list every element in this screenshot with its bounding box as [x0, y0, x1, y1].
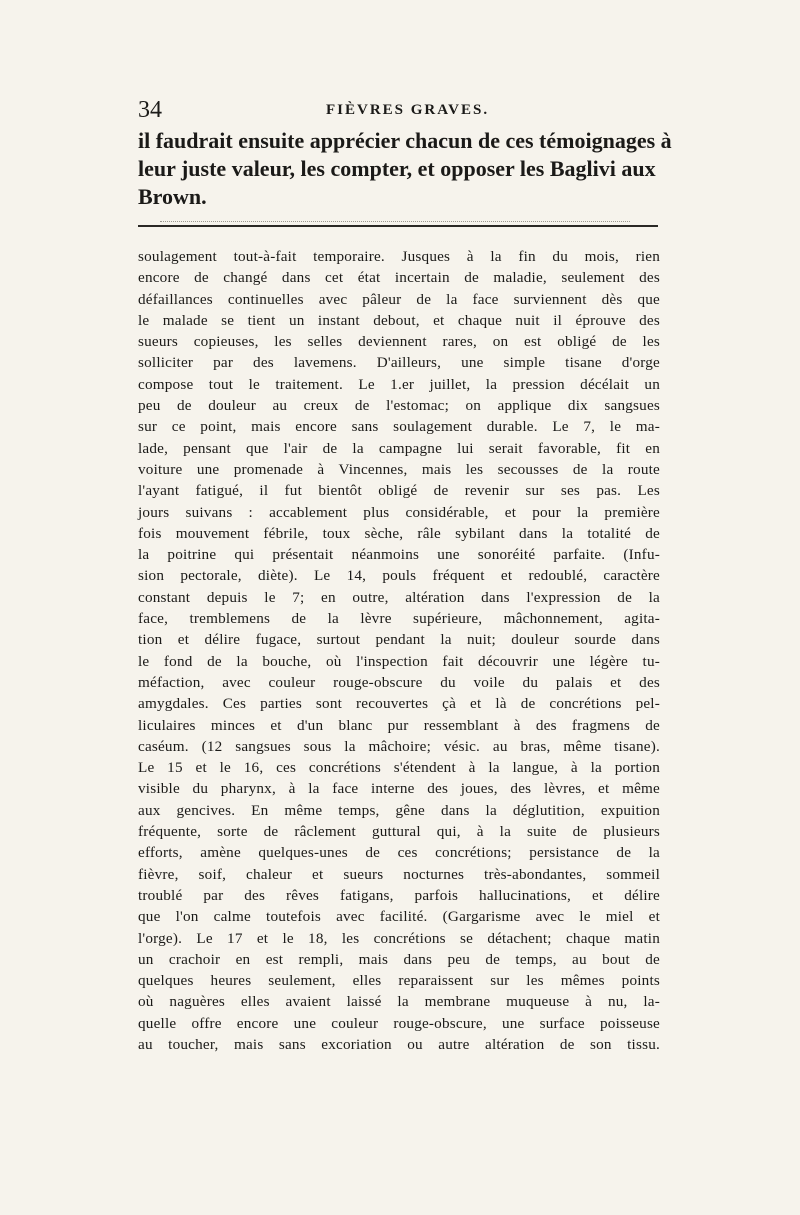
body-line: tion et délire fugace, surtout pendant la nuit; douleur sourde dans: [138, 631, 660, 649]
body-line: peu de douleur au creux de l'estomac; on applique dix sangsues: [138, 397, 660, 415]
body-line: amygdales. Ces parties sont recouvertes çà et là de concrétions pel-: [138, 695, 660, 713]
top-paragraph-line: leur juste valeur, les compter, et opposer les Baglivi aux: [138, 156, 656, 181]
body-line: l'orge). Le 17 et le 18, les concrétions se détachent; chaque matin: [138, 929, 660, 947]
body-line: que l'on calme toutefois avec facilité. (Gargarisme avec le miel et: [138, 908, 660, 926]
body-line: quelques heures seulement, elles reparaissent sur les mêmes points: [138, 972, 660, 990]
body-line: le fond de la bouche, où l'inspection fait découvrir une légère tu-: [138, 652, 660, 670]
body-line: fois mouvement fébrile, toux sèche, râle sybilant dans la totalité de: [138, 524, 660, 542]
page-number: 34: [138, 97, 162, 123]
body-line: où naguères elles avaient laissé la membrane muqueuse à nu, la-: [138, 993, 660, 1011]
body-line: la poitrine qui présentait néanmoins une sonoréité parfaite. (Infu-: [138, 546, 660, 564]
running-title: FIÈVRES GRAVES.: [326, 102, 490, 118]
body-line: encore de changé dans cet état incertain de maladie, seulement des: [138, 269, 660, 287]
body-line: compose tout le traitement. Le 1.er juillet, la pression décélait un: [138, 375, 660, 393]
body-line: méfaction, avec couleur rouge-obscure du voile du palais et des: [138, 673, 660, 691]
top-paragraph-line: Brown.: [138, 184, 207, 209]
body-line: l'ayant fatigué, il fut bientôt obligé de revenir sur ses pas. Les: [138, 482, 660, 500]
body-line: caséum. (12 sangsues sous la mâchoire; vésic. au bras, même tisane).: [138, 737, 660, 755]
body-line: fièvre, soif, chaleur et sueurs nocturnes très-abondantes, sommeil: [138, 865, 660, 883]
body-line: voiture une promenade à Vincennes, mais les secousses de la route: [138, 460, 660, 478]
body-line: efforts, amène quelques-unes de ces concrétions; persistance de la: [138, 844, 660, 862]
body-line: quelle offre encore une couleur rouge-obscure, une surface poisseuse: [138, 1014, 660, 1032]
body-line: au toucher, mais sans excoriation ou autre altération de son tissu.: [138, 1035, 660, 1053]
body-line: sur ce point, mais encore sans soulagement durable. Le 7, le ma-: [138, 418, 660, 436]
top-paragraph-line: il faudrait ensuite apprécier chacun de ces témoignages à: [138, 128, 672, 153]
body-line: fréquente, sorte de râclement guttural qui, à la suite de plusieurs: [138, 823, 660, 841]
body-line: constant depuis le 7; en outre, altération dans l'expression de la: [138, 588, 660, 606]
bleed-through-rule: [160, 221, 630, 223]
body-line: face, tremblemens de la lèvre supérieure, mâchonnement, agita-: [138, 610, 660, 628]
body-line: liculaires minces et d'un blanc pur ressemblant à des fragmens de: [138, 716, 660, 734]
top-paragraph: [138, 127, 672, 211]
body-line: troublé par des rêves fatigans, parfois hallucinations, et délire: [138, 886, 660, 904]
body-line: jours suivans : accablement plus considérable, et pour la première: [138, 503, 660, 521]
body-line: soulagement tout-à-fait temporaire. Jusques à la fin du mois, rien: [138, 248, 660, 265]
body-line: visible du pharynx, à la face interne des joues, des lèvres, et même: [138, 780, 660, 798]
body-line: Le 15 et le 16, ces concrétions s'étendent à la langue, à la portion: [138, 759, 660, 777]
body-line: le malade se tient un instant debout, et chaque nuit il éprouve des: [138, 311, 660, 329]
body-paragraph: [138, 246, 660, 1055]
body-line: défaillances continuelles avec pâleur de la face surviennent dès que: [138, 290, 660, 308]
body-line: sueurs copieuses, les selles deviennent rares, on est obligé de les: [138, 333, 660, 351]
section-rule: [138, 225, 658, 227]
body-line: un crachoir en est rempli, mais dans peu de temps, au bout de: [138, 950, 660, 968]
body-line: lade, pensant que l'air de la campagne lui serait favorable, fit en: [138, 439, 660, 457]
body-line: aux gencives. En même temps, gêne dans la déglutition, expuition: [138, 801, 660, 819]
body-line: solliciter par des lavemens. D'ailleurs, une simple tisane d'orge: [138, 354, 660, 372]
body-line: sion pectorale, diète). Le 14, pouls fréquent et redoublé, caractère: [138, 567, 660, 585]
